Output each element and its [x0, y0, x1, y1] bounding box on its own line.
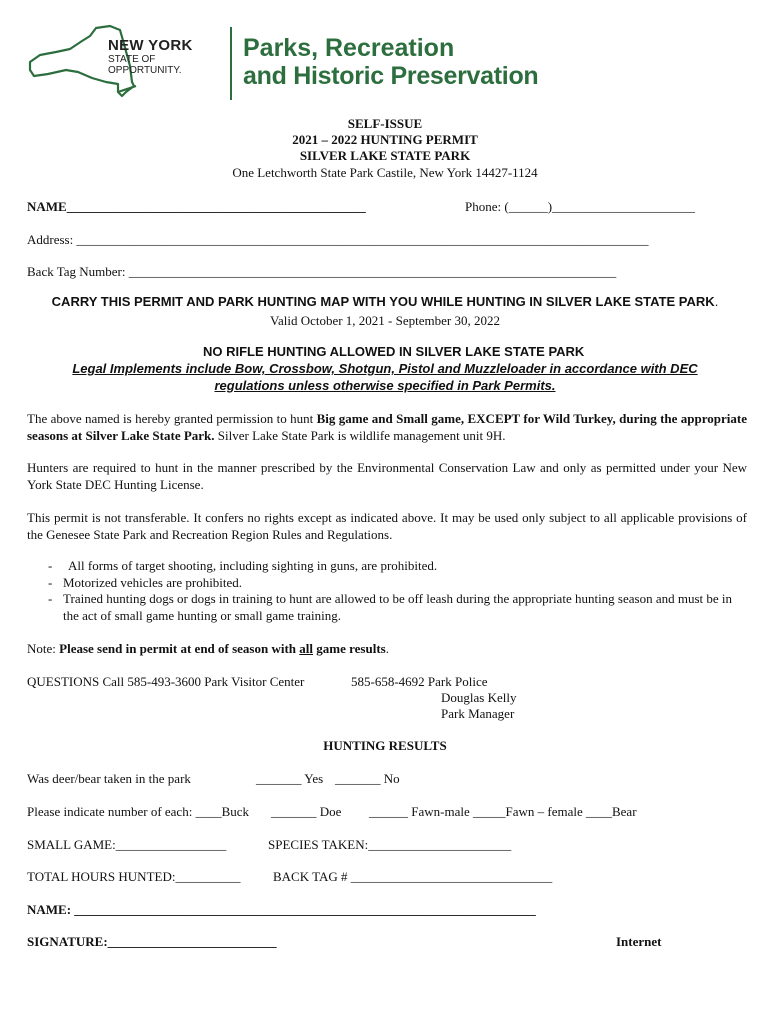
total-hours-field[interactable]: TOTAL HOURS HUNTED:__________ [27, 869, 241, 884]
buck-count-field[interactable]: Please indicate number of each: ____Buck [27, 804, 250, 819]
manager-title: Park Manager [441, 706, 515, 721]
title-line1: SELF-ISSUE [347, 116, 423, 131]
note-label: Note: [27, 641, 60, 656]
doe-count-field[interactable]: _______ Doe [271, 804, 342, 819]
permission-paragraph [27, 410, 747, 444]
address-field[interactable]: Address: ________________________________________________________________________________________ [27, 232, 649, 247]
validity-period: Valid October 1, 2021 - September 30, 2022 [270, 313, 500, 328]
hunting-results-heading: HUNTING RESULTS [323, 738, 447, 753]
list-item: - Trained hunting dogs or dogs in training to hunt are allowed to be off leash during the appropriate hunting season and must be in the act of small game hunting or small game training. [48, 591, 733, 623]
title-line2: 2021 – 2022 HUNTING PERMIT [292, 132, 478, 147]
no-field[interactable]: _______ No [335, 771, 400, 786]
rules-list [27, 558, 749, 624]
rule-text: Trained hunting dogs or dogs in training to hunt are allowed to be off leash during the appropriate hunting season and must be in the act of small game hunting or small game training. [63, 591, 733, 623]
park-address: One Letchworth State Park Castile, New York 14427-1124 [232, 165, 538, 180]
species-taken-field[interactable]: SPECIES TAKEN:______________________ [268, 837, 512, 852]
title-line3: SILVER LAKE STATE PARK [299, 148, 471, 163]
carry-permit-notice [0, 294, 770, 309]
manager-name: Douglas Kelly [441, 690, 517, 705]
small-game-field[interactable]: SMALL GAME:_________________ [27, 837, 227, 852]
transferable-paragraph: This permit is not transferable. It confers no rights except as indicated above. It may be used only subject to all applicable provisions of the Genesee State Park and Recreation Region Rules and Regulations. [27, 510, 747, 542]
back-tag-result-field[interactable]: BACK TAG # _______________________________ [273, 869, 553, 884]
fawn-bear-count-field[interactable]: ______ Fawn-male _____Fawn – female ____Bear [369, 804, 637, 819]
deer-bear-question: Was deer/bear taken in the park [27, 771, 191, 786]
permission-text-b: Big game and Small game, EXCEPT for Wild Turkey, during the appropriate seasons at Silver Lake State Park. [27, 411, 748, 443]
carry-permit-period: . [714, 294, 719, 309]
note-text-a: Please send in permit at end of season with [59, 641, 300, 656]
questions-contact: QUESTIONS Call 585-493-3600 Park Visitor Center [27, 674, 305, 689]
logo-divider [230, 27, 232, 100]
name-field[interactable]: NAME______________________________________________ [27, 199, 366, 214]
dec-license-paragraph: Hunters are required to hunt in the manner prescribed by the Environmental Conservation Law and only as permitted under your New York State DEC Hunting License. [27, 460, 747, 492]
ny-logo-line1: NEW YORK [108, 37, 193, 54]
phone-field[interactable]: Phone: (______)______________________ [465, 199, 696, 214]
signature-field[interactable]: SIGNATURE:__________________________ [27, 934, 277, 949]
ny-logo-line3: OPPORTUNITY. [108, 65, 182, 76]
rule-text: All forms of target shooting, including sighting in guns, are prohibited. [68, 558, 438, 573]
agency-name-line1: Parks, Recreation [243, 34, 455, 62]
permission-text-a: The above named is hereby granted permission to hunt [27, 411, 317, 426]
park-police-phone: 585-658-4692 Park Police [351, 674, 488, 689]
carry-permit-text: CARRY THIS PERMIT AND PARK HUNTING MAP WITH YOU WHILE HUNTING IN SILVER LAKE STATE PARK [51, 294, 715, 309]
permission-text-c: Silver Lake State Park is wildlife management unit 9H. [214, 428, 506, 443]
ny-logo-line2: STATE OF [108, 54, 156, 65]
note-text-d: . [385, 641, 389, 656]
agency-name-line2: and Historic Preservation [243, 62, 539, 90]
legal-implements-line1: Legal Implements include Bow, Crossbow, Shotgun, Pistol and Muzzleloader in accordance with DEC [72, 361, 698, 376]
note-text-b: all [299, 641, 314, 656]
result-name-field[interactable]: NAME: _______________________________________________________________________ [27, 902, 536, 917]
internet-label: Internet [616, 934, 662, 949]
list-item: - Motorized vehicles are prohibited. [48, 574, 243, 590]
legal-implements-line2: regulations unless otherwise specified in Park Permits. [214, 378, 556, 393]
no-rifle-notice: NO RIFLE HUNTING ALLOWED IN SILVER LAKE STATE PARK [203, 344, 585, 359]
rule-text: Motorized vehicles are prohibited. [63, 574, 243, 590]
back-tag-field[interactable]: Back Tag Number: ___________________________________________________________________________ [27, 264, 617, 279]
note-line [27, 641, 389, 657]
list-item: - All forms of target shooting, including sighting in guns, are prohibited. [48, 558, 438, 573]
yes-field[interactable]: _______ Yes [256, 771, 324, 786]
note-text-c: game results [313, 641, 386, 656]
